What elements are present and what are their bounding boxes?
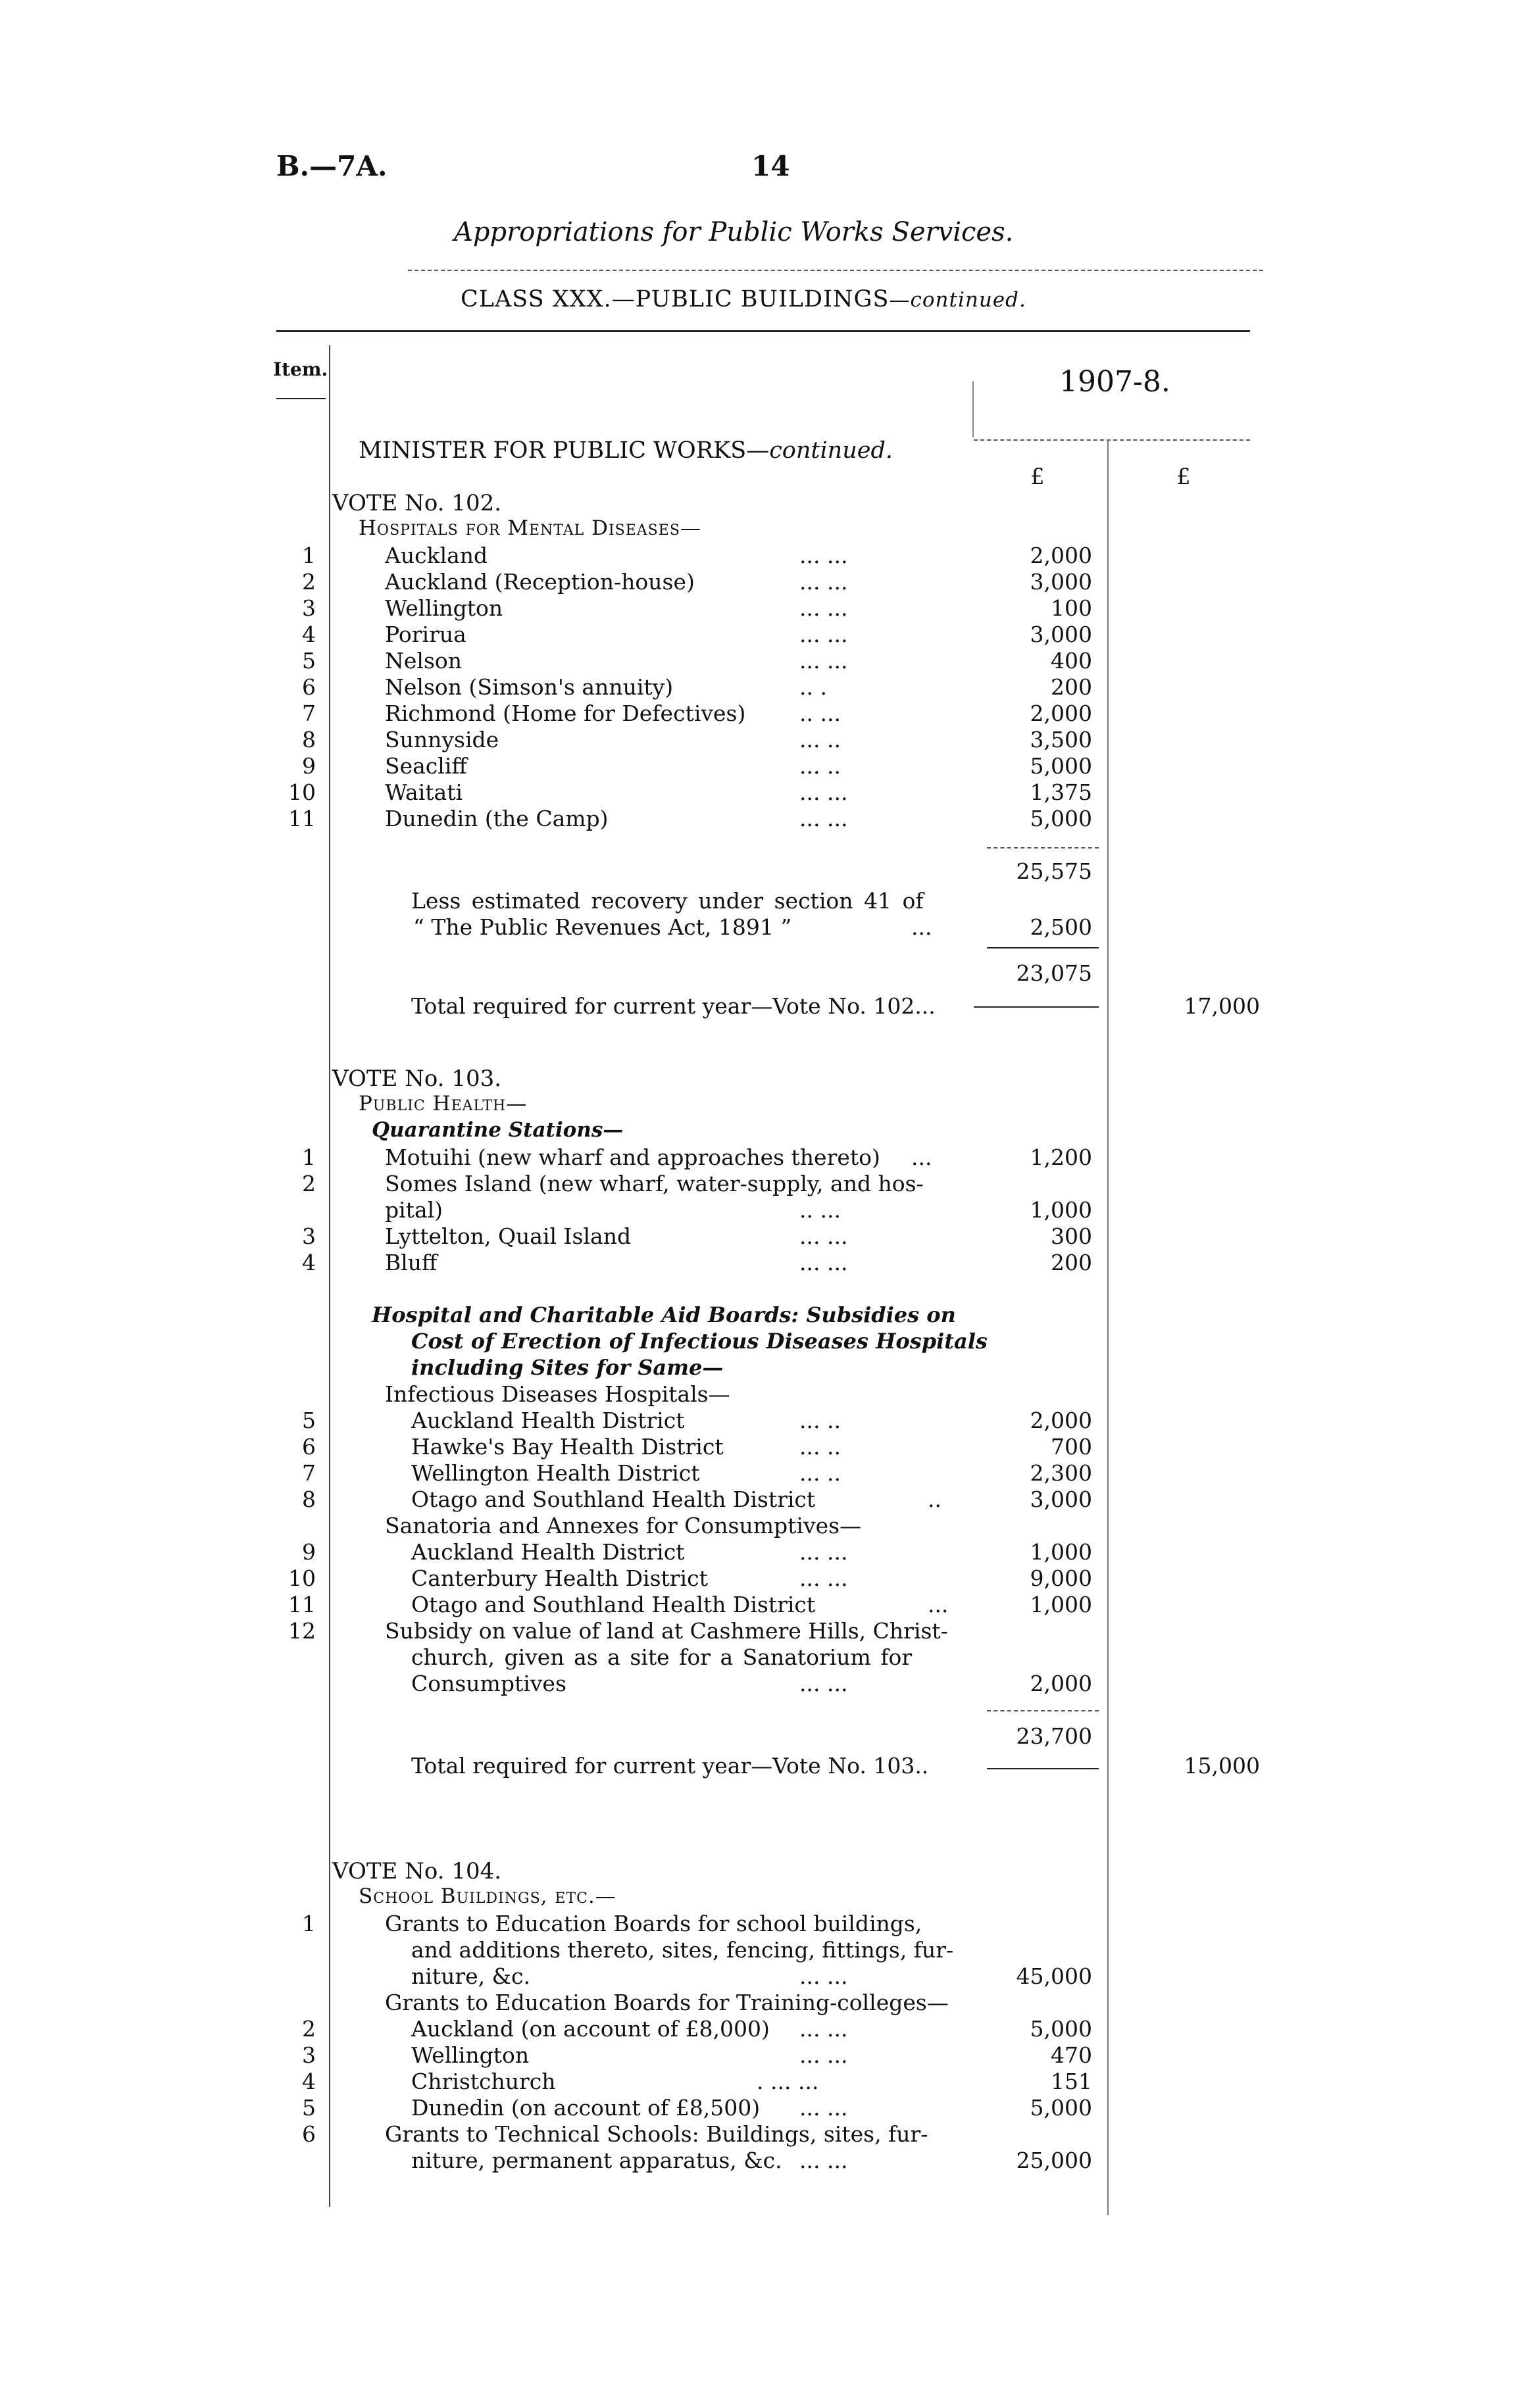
boards-heading-line-1: Hospital and Charitable Aid Boards: Subsidies on xyxy=(372,1302,956,1327)
item-amount: 3,500 xyxy=(1030,727,1092,752)
vote-102-total-rule xyxy=(974,1006,1099,1008)
item-number: 10 xyxy=(288,1565,316,1591)
item-description: Sunnyside xyxy=(385,727,499,752)
item-number: 3 xyxy=(302,1223,316,1249)
vote-103-label: VOTE No. 103. xyxy=(332,1066,502,1092)
item-leader-dots: ... ... xyxy=(799,2016,848,2042)
item-leader-dots: ... ... xyxy=(799,1539,848,1565)
item-column-header: Item. xyxy=(273,358,328,380)
item-number: 3 xyxy=(302,2042,316,2068)
item-number: 6 xyxy=(302,1434,316,1460)
item-leader-dots: ... ... xyxy=(799,543,848,568)
item-amount: 700 xyxy=(1051,1434,1092,1460)
item-number: 4 xyxy=(302,1250,316,1275)
item-leader-dots: ... ... xyxy=(799,779,848,805)
item-leader-dots: ... .. xyxy=(799,753,841,779)
vote-102-total-amount: 17,000 xyxy=(1184,993,1260,1019)
item-number: 5 xyxy=(302,1408,316,1433)
item-number: 7 xyxy=(302,1460,316,1486)
item-number: 5 xyxy=(302,2095,316,2121)
item-description: Waitati xyxy=(385,779,463,805)
item-description: Auckland xyxy=(385,543,488,568)
subsidy-line-1: Subsidy on value of land at Cashmere Hills, Christ- xyxy=(385,1618,948,1644)
item-description: Richmond (Home for Defectives) xyxy=(385,700,746,726)
minister-heading-text: MINISTER FOR PUBLIC WORKS xyxy=(359,437,747,464)
item-description: Nelson (Simson's annuity) xyxy=(385,674,674,700)
subsidy-amount: 2,000 xyxy=(1030,1671,1092,1696)
item-description: pital) xyxy=(385,1197,443,1223)
grant-1-amount: 45,000 xyxy=(1016,1963,1092,1989)
vote-102-label: VOTE No. 102. xyxy=(332,490,502,516)
item-description: Motuihi (new wharf and approaches thereto) xyxy=(385,1144,880,1170)
item-amount: 9,000 xyxy=(1030,1565,1092,1591)
item-number: 2 xyxy=(302,569,316,595)
item-amount: 2,000 xyxy=(1030,700,1092,726)
item-amount: 1,000 xyxy=(1030,1592,1092,1617)
item-leader-dots: .. xyxy=(928,1487,941,1512)
vote-102-net-rule xyxy=(987,947,1099,948)
boards-heading-line-2: Cost of Erection of Infectious Diseases Hospitals xyxy=(411,1329,988,1354)
vote-103-total-rule xyxy=(987,1768,1099,1769)
vote-102-subtotal: 25,575 xyxy=(1016,858,1092,884)
item-leader-dots: ... ... xyxy=(799,806,848,831)
vote-104-heading: School Buildings, etc.— xyxy=(359,1884,616,1908)
item-number: 7 xyxy=(302,700,316,726)
subsidy-line-2: church, given as a site for a Sanatorium for xyxy=(411,1644,913,1670)
item-amount: 400 xyxy=(1051,648,1092,674)
vote-102-less-amount: 2,500 xyxy=(1030,914,1092,940)
item-description: Canterbury Health District xyxy=(411,1565,708,1591)
vote-103-heading: Public Health— xyxy=(359,1092,528,1116)
technical-line-1: Grants to Technical Schools: Buildings, sites, fur- xyxy=(385,2121,928,2147)
item-leader-dots: ... xyxy=(911,1144,932,1170)
item-amount: 100 xyxy=(1051,595,1092,621)
item-number: 4 xyxy=(302,622,316,647)
item-description: Wellington Health District xyxy=(411,1460,700,1486)
year-column-rule-top xyxy=(972,381,974,437)
vote-102-less-leader: ... xyxy=(911,914,932,940)
vote-102-heading: Hospitals for Mental Diseases— xyxy=(359,516,701,540)
item-amount: 5,000 xyxy=(1030,2016,1092,2042)
grant-1-line-2: and additions thereto, sites, fencing, fittings, fur- xyxy=(411,1937,954,1963)
class-heading-text: CLASS XXX.—PUBLIC BUILDINGS xyxy=(461,286,890,312)
boards-heading-line-3: including Sites for Same— xyxy=(411,1355,724,1380)
item-amount: 200 xyxy=(1051,674,1092,700)
item-number: 4 xyxy=(302,2069,316,2094)
item-leader-dots: ... ... xyxy=(799,595,848,621)
item-number: 2 xyxy=(302,1171,316,1196)
currency-symbol-2: £ xyxy=(1176,464,1191,490)
vote-102-subtotal-rule xyxy=(987,847,1099,848)
item-description: Porirua xyxy=(385,622,466,647)
year-header-divider xyxy=(974,439,1250,441)
item-amount: 2,000 xyxy=(1030,543,1092,568)
item-amount: 3,000 xyxy=(1030,1487,1092,1512)
item-leader-dots: ... ... xyxy=(799,1250,848,1275)
item-amount: 1,000 xyxy=(1030,1539,1092,1565)
item-description: Seacliff xyxy=(385,753,467,779)
item-leader-dots: .. ... xyxy=(799,1197,841,1223)
item-amount: 1,000 xyxy=(1030,1197,1092,1223)
item-description: Lyttelton, Quail Island xyxy=(385,1223,632,1249)
item-leader-dots: ... .. xyxy=(799,727,841,752)
item-amount: 5,000 xyxy=(1030,806,1092,831)
page-number: 14 xyxy=(751,150,790,182)
document-reference: B.—7A. xyxy=(276,150,388,182)
item-number: 5 xyxy=(302,648,316,674)
title-divider xyxy=(408,270,1263,271)
item-description: Somes Island (new wharf, water-supply, and hos- xyxy=(385,1171,924,1196)
item-amount: 5,000 xyxy=(1030,2095,1092,2121)
vote-103-subheading: Quarantine Stations— xyxy=(372,1118,624,1142)
item-leader-dots: ... ... xyxy=(799,622,848,647)
item-leader-dots: ... ... xyxy=(799,2095,848,2121)
item-amount: 5,000 xyxy=(1030,753,1092,779)
amount-column-rule xyxy=(1107,439,1109,2215)
vote-103-net: 23,700 xyxy=(1016,1723,1092,1749)
page-title: Appropriations for Public Works Services. xyxy=(454,217,1014,247)
item-amount: 2,300 xyxy=(1030,1460,1092,1486)
item-number: 1 xyxy=(302,543,316,568)
sanatoria-heading: Sanatoria and Annexes for Consumptives— xyxy=(385,1513,862,1538)
vote-103-net-rule xyxy=(987,1710,1099,1711)
item-description: Otago and Southland Health District xyxy=(411,1487,816,1512)
minister-heading xyxy=(359,437,893,464)
item-number: 10 xyxy=(288,779,316,805)
item-leader-dots: ... xyxy=(928,1592,949,1617)
item-leader-dots: ... .. xyxy=(799,1460,841,1486)
item-amount: 300 xyxy=(1051,1223,1092,1249)
item-amount: 470 xyxy=(1051,2042,1092,2068)
item-number: 3 xyxy=(302,595,316,621)
item-leader-dots: ... ... xyxy=(799,2042,848,2068)
item-leader-dots: .. ... xyxy=(799,700,841,726)
technical-line-2: niture, permanent apparatus, &c. xyxy=(411,2148,782,2173)
item-description: Hawke's Bay Health District xyxy=(411,1434,724,1460)
item-description: Nelson xyxy=(385,648,463,674)
vote-102-less-line-1: Less estimated recovery under section 41 of xyxy=(411,888,924,914)
item-number: 11 xyxy=(288,1592,316,1617)
item-description: Auckland Health District xyxy=(411,1539,685,1565)
grant-1-line-1: Grants to Education Boards for school buildings, xyxy=(385,1911,922,1936)
subsidy-line-3: Consumptives xyxy=(411,1671,566,1696)
item-leader-dots: ... .. xyxy=(799,1434,841,1460)
item-description: Otago and Southland Health District xyxy=(411,1592,816,1617)
item-number: 8 xyxy=(302,1487,316,1512)
grant-1-line-3: niture, &c. xyxy=(411,1963,530,1989)
item-amount: 151 xyxy=(1051,2069,1092,2094)
item-leader-dots: ... ... xyxy=(799,1223,848,1249)
item-amount: 1,200 xyxy=(1030,1144,1092,1170)
item-leader-dots: ... .. xyxy=(799,1408,841,1433)
item-amount: 3,000 xyxy=(1030,569,1092,595)
header-rule xyxy=(276,330,1250,332)
vote-103-total-amount: 15,000 xyxy=(1184,1753,1260,1779)
item-amount: 2,000 xyxy=(1030,1408,1092,1433)
vote-102-net: 23,075 xyxy=(1016,960,1092,986)
grant-1-item-number: 1 xyxy=(302,1911,316,1936)
vote-104-label: VOTE No. 104. xyxy=(332,1858,502,1884)
item-number: 6 xyxy=(302,674,316,700)
item-amount: 3,000 xyxy=(1030,622,1092,647)
subsidy-leader: ... ... xyxy=(799,1671,848,1696)
currency-symbol-1: £ xyxy=(1030,464,1045,490)
technical-leader: ... ... xyxy=(799,2148,848,2173)
item-description: Auckland (on account of £8,000) xyxy=(411,2016,770,2042)
item-description: Auckland Health District xyxy=(411,1408,685,1433)
item-number: 9 xyxy=(302,753,316,779)
item-column-rule xyxy=(329,345,330,2207)
item-description: Christchurch xyxy=(411,2069,556,2094)
infectious-heading: Infectious Diseases Hospitals— xyxy=(385,1381,730,1407)
item-description: Dunedin (on account of £8,500) xyxy=(411,2095,761,2121)
minister-continued: —continued. xyxy=(746,437,893,464)
item-leader-dots: ... ... xyxy=(799,1565,848,1591)
item-description: Bluff xyxy=(385,1250,438,1275)
item-header-underline xyxy=(276,398,326,399)
vote-103-total-label: Total required for current year—Vote No. 103.. xyxy=(411,1753,929,1779)
item-number: 9 xyxy=(302,1539,316,1565)
year-column-header: 1907-8. xyxy=(1059,365,1170,399)
item-leader-dots: .. . xyxy=(799,674,827,700)
vote-102-total-label: Total required for current year—Vote No. 102... xyxy=(411,993,936,1019)
item-amount: 1,375 xyxy=(1030,779,1092,805)
item-description: Wellington xyxy=(411,2042,530,2068)
class-heading-continued: —continued. xyxy=(889,288,1026,312)
item-number: 1 xyxy=(302,1144,316,1170)
item-leader-dots: ... ... xyxy=(799,648,848,674)
training-colleges-heading: Grants to Education Boards for Training-colleges— xyxy=(385,1990,949,2015)
item-leader-dots: . ... ... xyxy=(757,2069,819,2094)
item-number: 2 xyxy=(302,2016,316,2042)
item-amount: 200 xyxy=(1051,1250,1092,1275)
vote-102-less-line-2: “ The Public Revenues Act, 1891 ” xyxy=(413,914,792,940)
item-description: Auckland (Reception-house) xyxy=(385,569,695,595)
subsidy-item-number: 12 xyxy=(288,1618,316,1644)
technical-item-number: 6 xyxy=(302,2121,316,2147)
grant-1-leader: ... ... xyxy=(799,1963,848,1989)
item-number: 11 xyxy=(288,806,316,831)
class-heading xyxy=(461,286,1026,312)
item-description: Dunedin (the Camp) xyxy=(385,806,609,831)
item-number: 8 xyxy=(302,727,316,752)
technical-amount: 25,000 xyxy=(1016,2148,1092,2173)
item-leader-dots: ... ... xyxy=(799,569,848,595)
item-description: Wellington xyxy=(385,595,503,621)
